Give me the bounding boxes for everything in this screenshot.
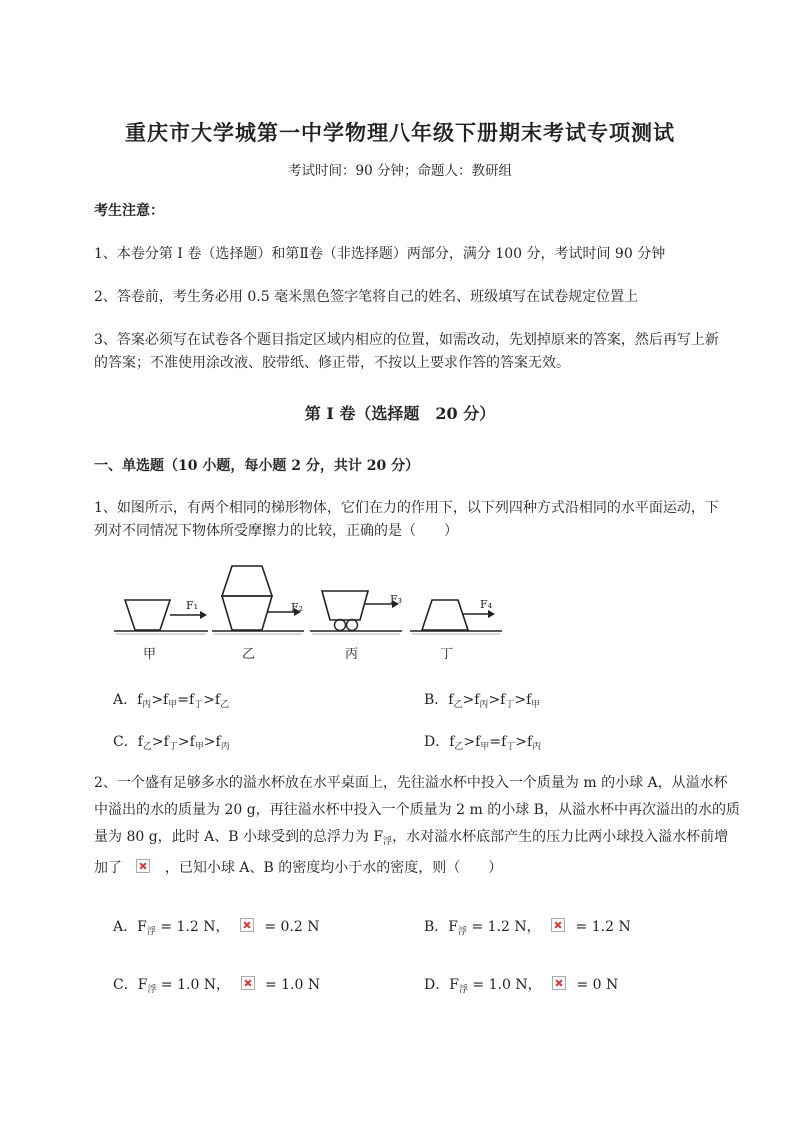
force-label-4: F₄ [480, 598, 493, 611]
block-bing [322, 591, 368, 620]
q2-option-b[interactable]: B．$F_浮 = 1.2$ N， = 1.2 N [424, 919, 631, 937]
roller-right [347, 620, 358, 631]
block-jia [125, 600, 170, 630]
q2-option-d[interactable]: D．$F_浮 = 1.0$ N， = 0 N [424, 977, 619, 995]
broken-image-icon [551, 918, 565, 932]
block-yi-bottom [222, 596, 272, 630]
q1-option-c[interactable]: C．$f_乙>f_丁>f_甲>f_丙$ [113, 734, 230, 752]
force-arrowhead-4 [488, 610, 495, 618]
figure-label-jia: 甲 [143, 647, 157, 662]
figure-label-ding: 丁 [440, 647, 454, 662]
force-label-3: F₃ [390, 593, 403, 606]
q2-option-a[interactable]: A．$F_浮 = 1.2$ N， = 0.2 N [113, 919, 320, 937]
broken-image-icon [241, 976, 255, 990]
notice-item-1: 1、本卷分第 I 卷（选择题）和第Ⅱ卷（非选择题）两部分，满分 100 分，考试时间 90 分钟 [94, 246, 666, 262]
force-label-1: F₁ [186, 599, 199, 612]
broken-image-icon [240, 918, 254, 932]
part-heading: 一、单选题（10 小题，每小题 2 分，共计 20 分） [94, 458, 420, 474]
notice-item-3-line2: 的答案；不准使用涂改液、胶带纸、修正带，不按以上要求作答的答案无效。 [94, 355, 570, 371]
roller-left [335, 620, 346, 631]
q1-option-b[interactable]: B．$f_乙>f_丙>f_丁>f_甲$ [424, 692, 541, 710]
q2-option-c[interactable]: C．$F_浮 = 1.0$ N， = 1.0 N [113, 977, 321, 995]
q1-option-a[interactable]: A．$f_丙>f_甲=f_丁>f_乙$ [113, 692, 230, 710]
q2-stem-line2: 中溢出的水的质量为 20 g，再往溢水杯中投入一个质量为 2 m 的小球 B，从溢水杯中再次溢出的水的质 [94, 802, 740, 818]
q1-stem-line1: 1、如图所示，有两个相同的梯形物体，它们在力的作用下，以下列四种方式沿相同的水平面运动，下 [94, 500, 719, 516]
force-arrowhead-1 [200, 611, 207, 619]
q1-stem-line2: 列对不同情况下物体所受摩擦力的比较，正确的是（ ） [94, 523, 458, 539]
q2-stem-line3: 量为 80 g，此时 A、B 小球受到的总浮力为 $F_浮$，水对溢水杯底部产生的压力比两小球投入溢水杯前增 [94, 829, 729, 847]
force-label-2: F₂ [291, 601, 304, 614]
figure-label-yi: 乙 [242, 647, 256, 662]
section-title: 第 I 卷（选择题 20 分） [304, 404, 496, 423]
block-yi-top [222, 566, 272, 596]
notice-heading: 考生注意： [94, 203, 164, 219]
notice-item-2: 2、答卷前，考生务必用 0.5 毫米黑色签字笔将自己的姓名、班级填写在试卷规定位置上 [94, 289, 639, 305]
q2-stem-line4: 加了 ，已知小球 A、B 的密度均小于水的密度，则（ ） [94, 860, 503, 876]
exam-info: 考试时间：90 分钟；命题人：教研组 [288, 163, 512, 179]
broken-image-icon [552, 976, 566, 990]
figure-label-bing: 丙 [345, 647, 359, 662]
page-title: 重庆市大学城第一中学物理八年级下册期末考试专项测试 [125, 120, 675, 145]
q1-option-d[interactable]: D．$f_乙>f_甲=f_丁>f_丙$ [424, 734, 542, 752]
q2-stem-line1: 2、一个盛有足够多水的溢水杯放在水平桌面上，先往溢水杯中投入一个质量为 m 的小球 A，从溢水杯 [94, 775, 728, 791]
block-ding [422, 600, 468, 630]
broken-image-icon [136, 859, 150, 873]
q1-figure [110, 560, 530, 670]
notice-item-3-line1: 3、答案必须写在试卷各个题目指定区域内相应的位置，如需改动，先划掉原来的答案，然后再写上新 [94, 332, 719, 348]
